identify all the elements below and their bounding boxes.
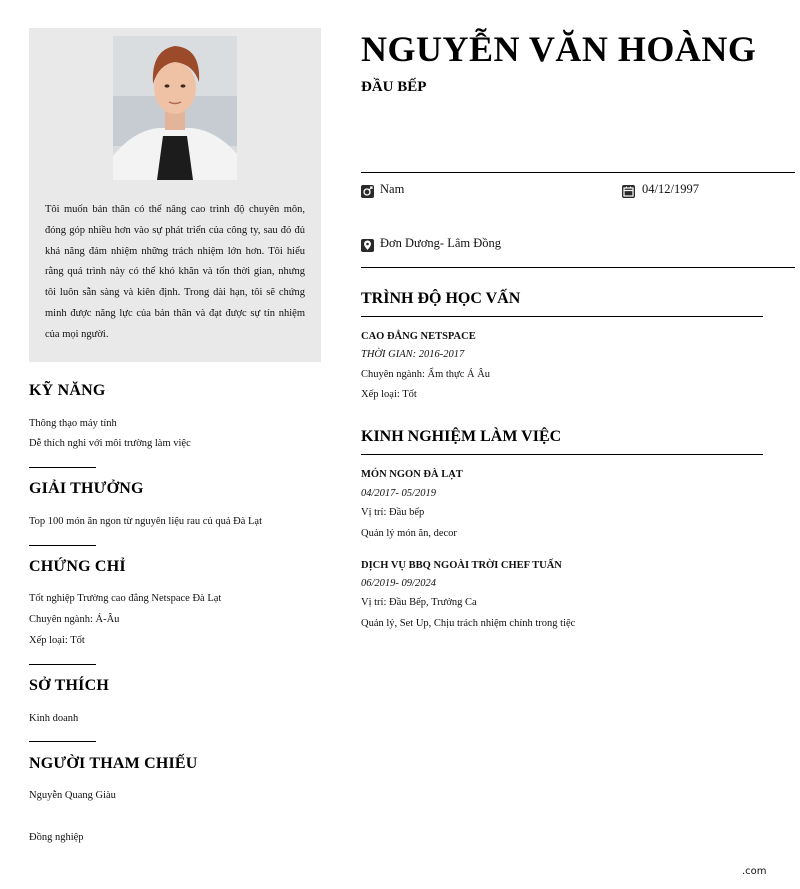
profile-photo — [113, 36, 237, 180]
job-period: 06/2019- 09/2024 — [361, 578, 436, 589]
location-icon — [361, 239, 374, 252]
certificate-item: Tốt nghiệp Trường cao đẳng Netspace Đà Lạt — [29, 593, 222, 604]
career-objective: Tôi muốn bản thân có thể nâng cao trình độ chuyên môn, đóng góp nhiều hơn vào sự phát triển của công ty, sau đó đủ khả năng đảm nhiệm những trách nhiệm lớn hơn. Tôi hiểu rằng quá trình này có thể khó khăn và tốn thời gian, nhưng tôi luôn sẵn sàng và kiên định. Trong dài hạn, tôi sẽ chứng minh được năng lực của bản thân và đạt được sự tín nhiệm của mọi người. — [45, 204, 305, 340]
education-time: THỜI GIAN: 2016-2017 — [361, 349, 465, 360]
education-major: Chuyên ngành: Ẩm thực Á Âu — [361, 369, 491, 380]
job-position: Vị trí: Đầu bếp — [361, 507, 425, 518]
education-grade: Xếp loại: Tốt — [361, 389, 417, 400]
job-company: MÓN NGON ĐÀ LẠT — [361, 469, 463, 480]
hobbies-heading: SỞ THÍCH — [29, 677, 109, 694]
reference-relation: Đồng nghiệp — [29, 832, 84, 843]
skill-item: Thông thạo máy tính — [29, 418, 117, 429]
divider — [29, 467, 96, 468]
divider — [361, 172, 795, 173]
divider — [361, 267, 795, 268]
skill-item: Dễ thích nghi với môi trường làm việc — [29, 438, 191, 449]
job-period: 04/2017- 05/2019 — [361, 488, 436, 499]
certificate-item: Chuyên ngành: Á-Âu — [29, 614, 120, 625]
candidate-name: NGUYỄN VĂN HOÀNG — [361, 29, 757, 69]
hobby-item: Kinh doanh — [29, 713, 79, 724]
certificates-heading: CHỨNG CHỈ — [29, 558, 126, 575]
candidate-title: ĐẦU BẾP — [361, 79, 427, 95]
job-duty: Quản lý, Set Up, Chịu trách nhiệm chính trong tiệc — [361, 618, 576, 629]
education-heading: TRÌNH ĐỘ HỌC VẤN — [361, 290, 521, 307]
address-value: Đơn Dương- Lâm Đồng — [380, 236, 502, 250]
references-heading: NGƯỜI THAM CHIẾU — [29, 755, 198, 772]
awards-heading: GIẢI THƯỞNG — [29, 480, 144, 497]
divider — [361, 454, 763, 455]
award-item: Top 100 món ăn ngon từ nguyên liệu rau củ quả Đà Lạt — [29, 516, 262, 527]
divider — [29, 545, 96, 546]
experience-heading: KINH NGHIỆM LÀM VIỆC — [361, 428, 562, 445]
gender-value: Nam — [380, 182, 405, 196]
job-company: DỊCH VỤ BBQ NGOÀI TRỜI CHEF TUẤN — [361, 560, 562, 571]
divider — [361, 316, 763, 317]
birthday-value: 04/12/1997 — [642, 182, 699, 196]
gender-icon — [361, 185, 374, 198]
calendar-icon — [622, 185, 635, 198]
job-duty: Quản lý món ăn, decor — [361, 528, 457, 539]
divider — [29, 664, 96, 665]
reference-name: Nguyễn Quang Giàu — [29, 790, 116, 801]
education-school: CAO ĐẲNG NETSPACE — [361, 331, 476, 342]
divider — [29, 741, 96, 742]
footer-text: .com — [742, 866, 767, 877]
job-position: Vị trí: Đầu Bếp, Trưởng Ca — [361, 597, 477, 608]
certificate-item: Xếp loại: Tốt — [29, 635, 85, 646]
skills-heading: KỸ NĂNG — [29, 382, 106, 399]
